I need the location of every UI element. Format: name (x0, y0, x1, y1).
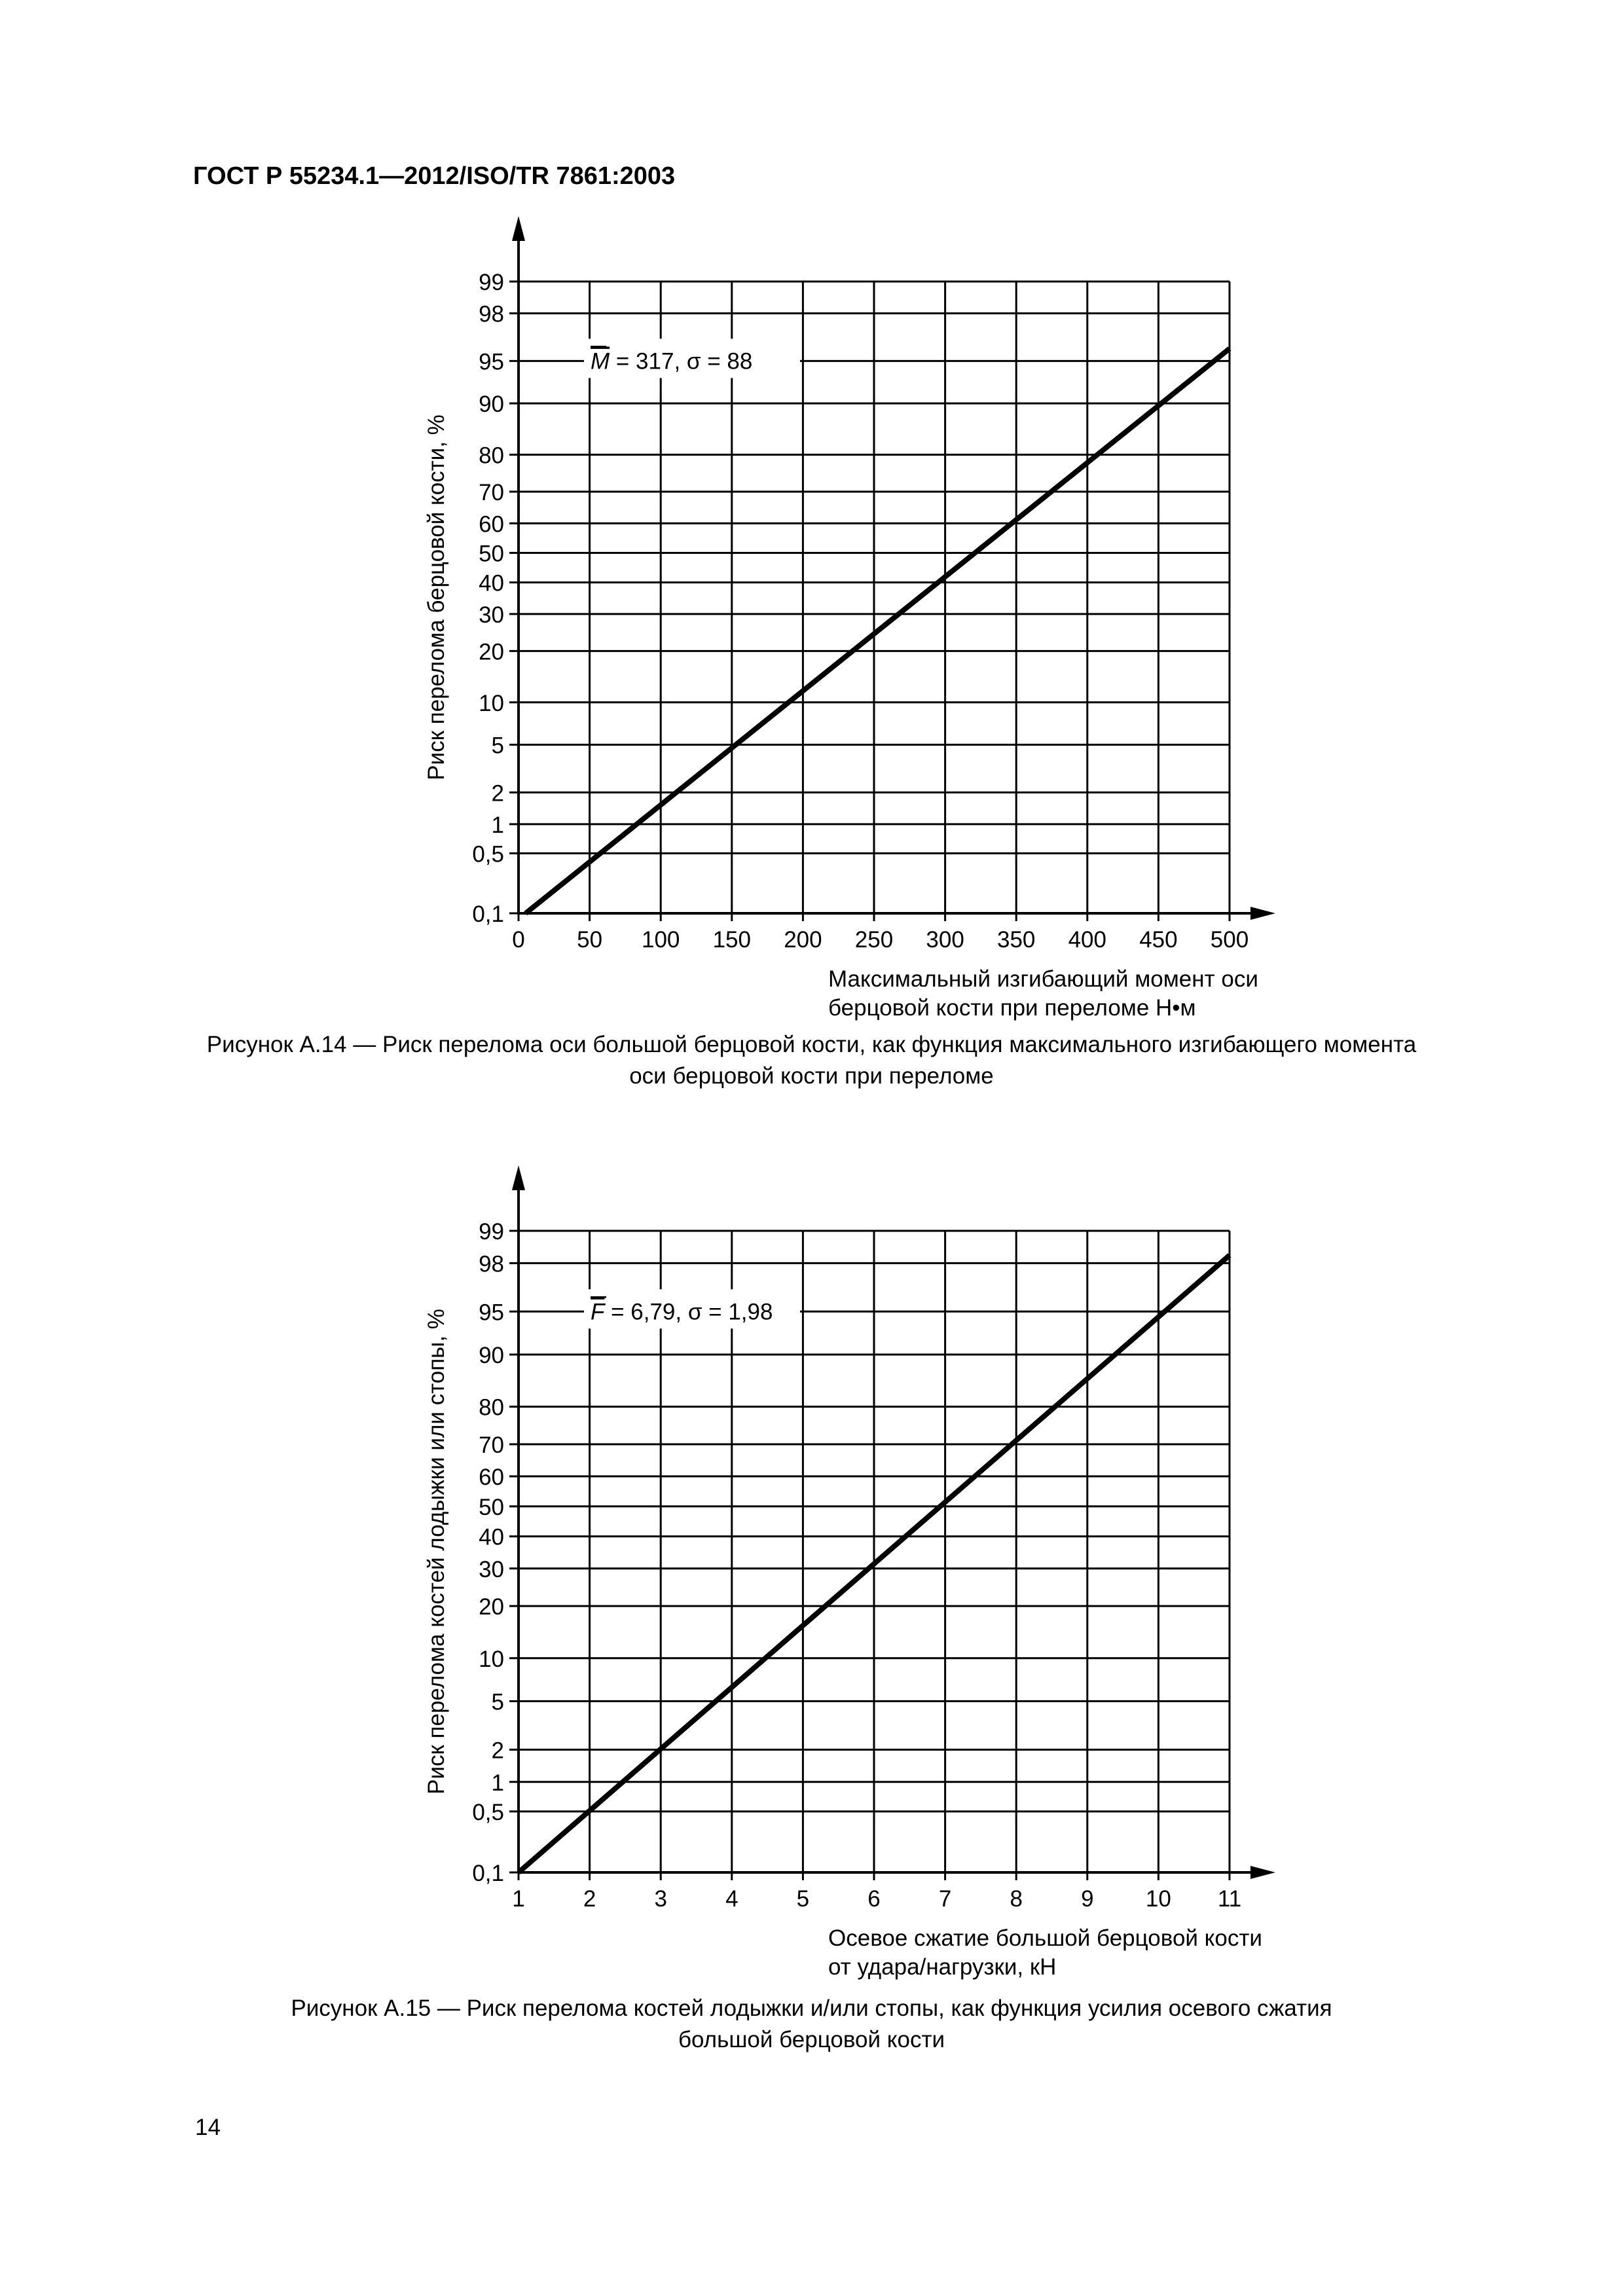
y-tick-label: 20 (479, 1594, 504, 1620)
y-tick-label: 98 (479, 301, 504, 327)
y-tick-label: 0,5 (472, 1799, 504, 1825)
chart-a14 (367, 229, 1309, 1021)
y-tick-label: 5 (491, 733, 504, 759)
annotation: M = 317, σ = 88 (591, 348, 753, 374)
caption-line-2: большой берцовой кости (678, 2027, 945, 2052)
page-number: 14 (195, 2115, 221, 2140)
x-tick-label: 400 (1068, 927, 1107, 953)
caption-line-2: оси берцовой кости при переломе (629, 1063, 994, 1089)
x-tick-label: 150 (712, 927, 752, 953)
y-tick-label: 0,5 (472, 841, 504, 867)
y-tick-label: 0,1 (472, 1861, 504, 1886)
x-tick-label: 9 (1081, 1886, 1094, 1912)
x-tick-label: 100 (641, 927, 680, 953)
x-axis-title-line-2: от удара/нагрузки, кН (828, 1954, 1057, 1980)
x-tick-label: 500 (1210, 927, 1249, 953)
y-tick-label: 95 (479, 349, 504, 375)
caption-line-1: Рисунок А.15 — Риск перелома костей лодыжки и/или стопы, как функция усилия осевого сжатия (291, 1995, 1332, 2021)
x-axis-arrow (1250, 1866, 1275, 1879)
y-tick-label: 1 (491, 812, 504, 838)
y-tick-label: 60 (479, 511, 504, 538)
y-axis-arrow (512, 1165, 525, 1190)
x-tick-label: 4 (725, 1886, 739, 1912)
chart-a15 (367, 1178, 1309, 1984)
x-axis-title-line-1: Максимальный изгибающий момент оси (828, 966, 1258, 992)
x-tick-label: 50 (577, 927, 603, 953)
x-tick-label: 3 (654, 1886, 667, 1912)
y-tick-label: 80 (479, 443, 504, 469)
figure-a15-caption (131, 1993, 1492, 2056)
x-tick-label: 7 (938, 1886, 952, 1912)
series-line (526, 349, 1230, 913)
x-axis-title-line-2: берцовой кости при переломе Н•м (828, 995, 1196, 1021)
x-tick-label: 1 (512, 1886, 525, 1912)
y-tick-label: 80 (479, 1394, 504, 1421)
x-tick-label: 6 (867, 1886, 881, 1912)
figure-a14 (367, 229, 1309, 1021)
y-tick-label: 90 (479, 392, 504, 418)
x-tick-label: 300 (926, 927, 964, 953)
document-header: ГОСТ Р 55234.1—2012/ISO/TR 7861:2003 (193, 162, 676, 190)
y-tick-label: 50 (479, 1494, 504, 1520)
x-tick-label: 2 (583, 1886, 596, 1912)
y-tick-label: 2 (491, 1738, 504, 1764)
y-tick-label: 10 (479, 1646, 504, 1672)
y-tick-label: 99 (479, 1219, 504, 1245)
y-tick-label: 2 (491, 780, 504, 807)
y-tick-label: 99 (479, 270, 504, 295)
x-tick-label: 350 (996, 927, 1036, 953)
figure-a15 (367, 1178, 1309, 1984)
caption-line-1: Рисунок А.14 — Риск перелома оси большой берцовой кости, как функция максимального изгибающего момента (206, 1032, 1417, 1057)
y-tick-label: 70 (479, 480, 504, 506)
y-tick-label: 1 (491, 1770, 504, 1796)
y-tick-label: 40 (479, 570, 504, 596)
figure-a14-caption (131, 1029, 1492, 1092)
x-tick-label: 5 (796, 1886, 810, 1912)
y-axis-arrow (512, 216, 525, 241)
y-tick-label: 90 (479, 1343, 504, 1369)
x-tick-label: 250 (854, 927, 894, 953)
y-tick-label: 60 (479, 1465, 504, 1491)
y-tick-label: 20 (479, 639, 504, 665)
y-tick-label: 5 (491, 1689, 504, 1715)
y-tick-label: 10 (479, 690, 504, 716)
y-tick-label: 30 (479, 1556, 504, 1582)
y-axis-title: Риск перелома костей лодыжки или стопы, % (424, 1309, 449, 1795)
y-axis-title: Риск перелома берцовой кости, % (424, 414, 449, 780)
x-tick-label: 200 (784, 927, 822, 953)
x-tick-label: 450 (1139, 927, 1178, 953)
y-tick-label: 30 (479, 602, 504, 628)
x-tick-label: 8 (1010, 1886, 1023, 1912)
y-tick-label: 50 (479, 541, 504, 567)
annotation: F = 6,79, σ = 1,98 (591, 1299, 773, 1325)
x-tick-label: 11 (1217, 1886, 1242, 1912)
x-tick-label: 10 (1145, 1886, 1171, 1912)
y-tick-label: 95 (479, 1300, 504, 1326)
y-tick-label: 98 (479, 1251, 504, 1277)
y-tick-label: 70 (479, 1432, 504, 1459)
y-tick-label: 0,1 (472, 902, 504, 927)
y-tick-label: 40 (479, 1524, 504, 1550)
x-axis-arrow (1250, 907, 1275, 920)
x-axis-title-line-1: Осевое сжатие большой берцовой кости (828, 1925, 1262, 1951)
x-tick-label: 0 (512, 927, 525, 953)
